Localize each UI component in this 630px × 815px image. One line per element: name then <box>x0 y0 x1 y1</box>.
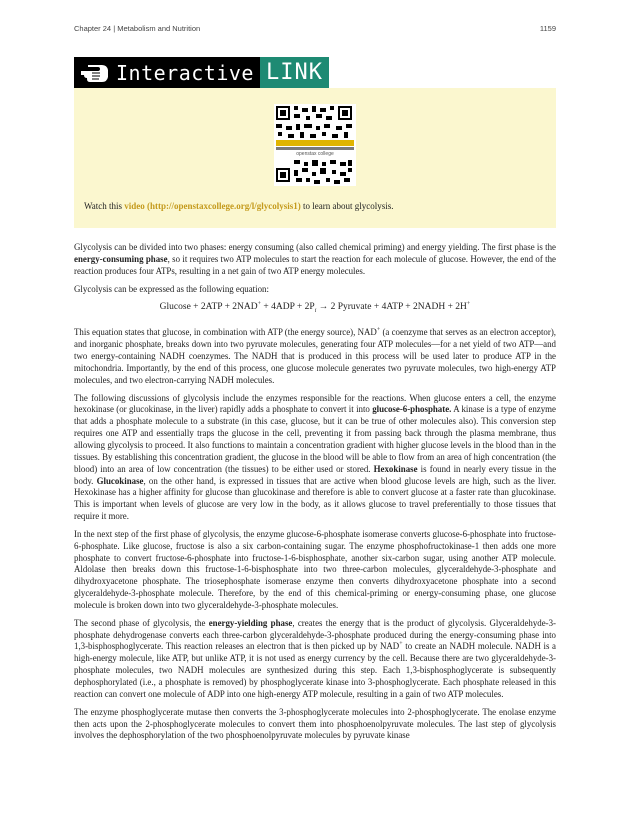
paragraph-final-steps: The enzyme phosphoglycerate mutase then converts the 3-phosphoglycerate molecules into 2-phosphoglycerate. The enolase enzyme then acts upon the 2-phosphoglycerate molecules to convert them into phosphoenolpyruvate molecules. The last step of glycolysis involves the dephosphorylation of the two phosphoenolpyruvate molecules by pyruvate kinase <box>74 706 556 741</box>
interactive-label: Interactive <box>116 60 254 85</box>
paragraph-equation-explanation: This equation states that glucose, in combination with ATP (the energy source), NAD+ (a coenzyme that serves as an electron acceptor), and inorganic phosphate, breaks down into two pyruvate molecules, generating four ATP molecules—for a net yield of two ATP—and two energy-containing NADH coenzymes. The NADH that is produced in this process will be used later to produce ATP in the mitochondria. Importantly, by the end of this process, one glucose molecule generates two pyruvate molecules, two high-energy ATP molecules, and two electron-carrying NADH molecules. <box>74 327 556 385</box>
interactive-link-panel <box>74 88 556 228</box>
link-label-box <box>260 57 329 88</box>
watch-video-text: Watch this video (http://openstaxcollege.org/l/glycolysis1) to learn about glycolysis. <box>84 201 394 211</box>
term-energy-yielding-phase: energy-yielding phase <box>208 617 293 628</box>
page-number: 1159 <box>539 24 556 33</box>
chapter-title: Chapter 24 | Metabolism and Nutrition <box>74 24 201 33</box>
qr-code-icon[interactable] <box>274 104 356 186</box>
arrow-icon: → <box>316 302 331 313</box>
paragraph-enzymes: The following discussions of glycolysis include the enzymes responsible for the reactions. When glucose enters a cell, the enzyme hexokinase (or glucokinase, in the liver) rapidly adds a phosphate to convert it into glucose-6-phosphate. A kinase is a type of enzyme that adds a phosphate molecule to a substrate (in this case, glucose, but it can be true of other molecules also). This conversion step requires one ATP and essentially traps the glucose in the cell, preventing it from passing back through the plasma membrane, thus allowing glycolysis to proceed. It also functions to maintain a concentration gradient with higher glucose levels in the blood than in the tissues. By establishing this concentration gradient, the glucose in the blood will be able to flow from an area of high concentration (the blood) into an area of low concentration (the tissues) to be either used or stored. Hexokinase is found in nearly every tissue in the body. Glucokinase, on the other hand, is expressed in tissues that are active when blood glucose levels are high, such as the liver. Hexokinase has a higher affinity for glucose than glucokinase and therefore is able to convert glucose at a faster rate than glucokinase. This is important when levels of glucose are very low in the body, as it allows glucose to travel preferentially to those tissues that require it more. <box>74 392 557 522</box>
page-header <box>74 24 556 38</box>
video-link[interactable]: video (http://openstaxcollege.org/l/glycolysis1) <box>124 201 301 211</box>
qr-caption: openstax college <box>296 151 334 157</box>
link-label: LINK <box>265 60 323 85</box>
interactive-label-box <box>74 57 260 88</box>
pointing-hand-icon <box>80 62 110 84</box>
paragraph-first-phase: In the next step of the first phase of glycolysis, the enzyme glucose-6-phosphate isomerase converts glucose-6-phosphate into fructose-6-phosphate. Like glucose, fructose is also a six carbon-containing sugar. The enzyme phosphofructokinase-1 then adds one more phosphate to convert fructose-6-phosphate into fructose-1-6-bisphosphate, another six-carbon sugar, using another ATP molecule. Aldolase then breaks down this fructose-1-6-bisphosphate into two three-carbon molecules, glyceraldehyde-3-phosphate and dihydroxyacetone phosphate. The triosephosphate isomerase enzyme then converts dihydroxyacetone phosphate into a second glyceraldehyde-3-phosphate molecule. Therefore, by the end of this chemical-priming or energy-consuming phase, one glucose molecule is broken down into two glyceraldehyde-3-phosphate molecules. <box>74 528 556 610</box>
term-energy-consuming-phase: energy-consuming phase <box>74 253 168 264</box>
body-text <box>74 242 556 748</box>
term-hexokinase: Hexokinase <box>373 463 418 474</box>
paragraph-second-phase: The second phase of glycolysis, the energy-yielding phase, creates the energy that is the product of glycolysis. Glyceraldehyde-3-phosphate dehydrogenase converts each three-carbon glyceraldehyde-3-phosphate produced during the energy-consuming phase into 1,3-bisphosphoglycerate. This reaction releases an electron that is then picked up by NAD+ to create an NADH molecule. NADH is a high-energy molecule, like ATP, but unlike ATP, it is not used as energy currency by the cell. Because there are two glyceraldehyde-3-phosphate molecules, two NADH molecules are synthesized during this step. Each 1,3-bisphosphoglycerate is subsequently dephosphorylated (i.e., a phosphate is removed) by phosphoglycerate kinase into 3-phosphoglycerate. Each phosphate released in this reaction can convert one molecule of ADP into one high-energy ATP molecule, resulting in a gain of two ATP molecules. <box>74 617 556 699</box>
interactive-link-banner <box>74 57 329 88</box>
glycolysis-equation: $Glucose + 2ATP + 2NAD^+ + 4ADP + 2P_i \to 2$ Pyruvate + 4ATP + 2NADH + 2H+ <box>159 301 471 315</box>
paragraph-equation-intro: Glycolysis can be expressed as the following equation: <box>74 283 269 294</box>
paragraph-phases: Glycolysis can be divided into two phases: energy consuming (also called chemical priming) and energy yielding. The first phase is the energy-consuming phase, so it requires two ATP molecules to start the reaction for each molecule of glucose. However, the end of the reaction produces four ATPs, resulting in a net gain of two ATP energy molecules. <box>74 242 556 276</box>
term-glucokinase: Glucokinase <box>96 475 144 486</box>
term-glucose-6-phosphate: glucose-6-phosphate. <box>372 404 452 415</box>
